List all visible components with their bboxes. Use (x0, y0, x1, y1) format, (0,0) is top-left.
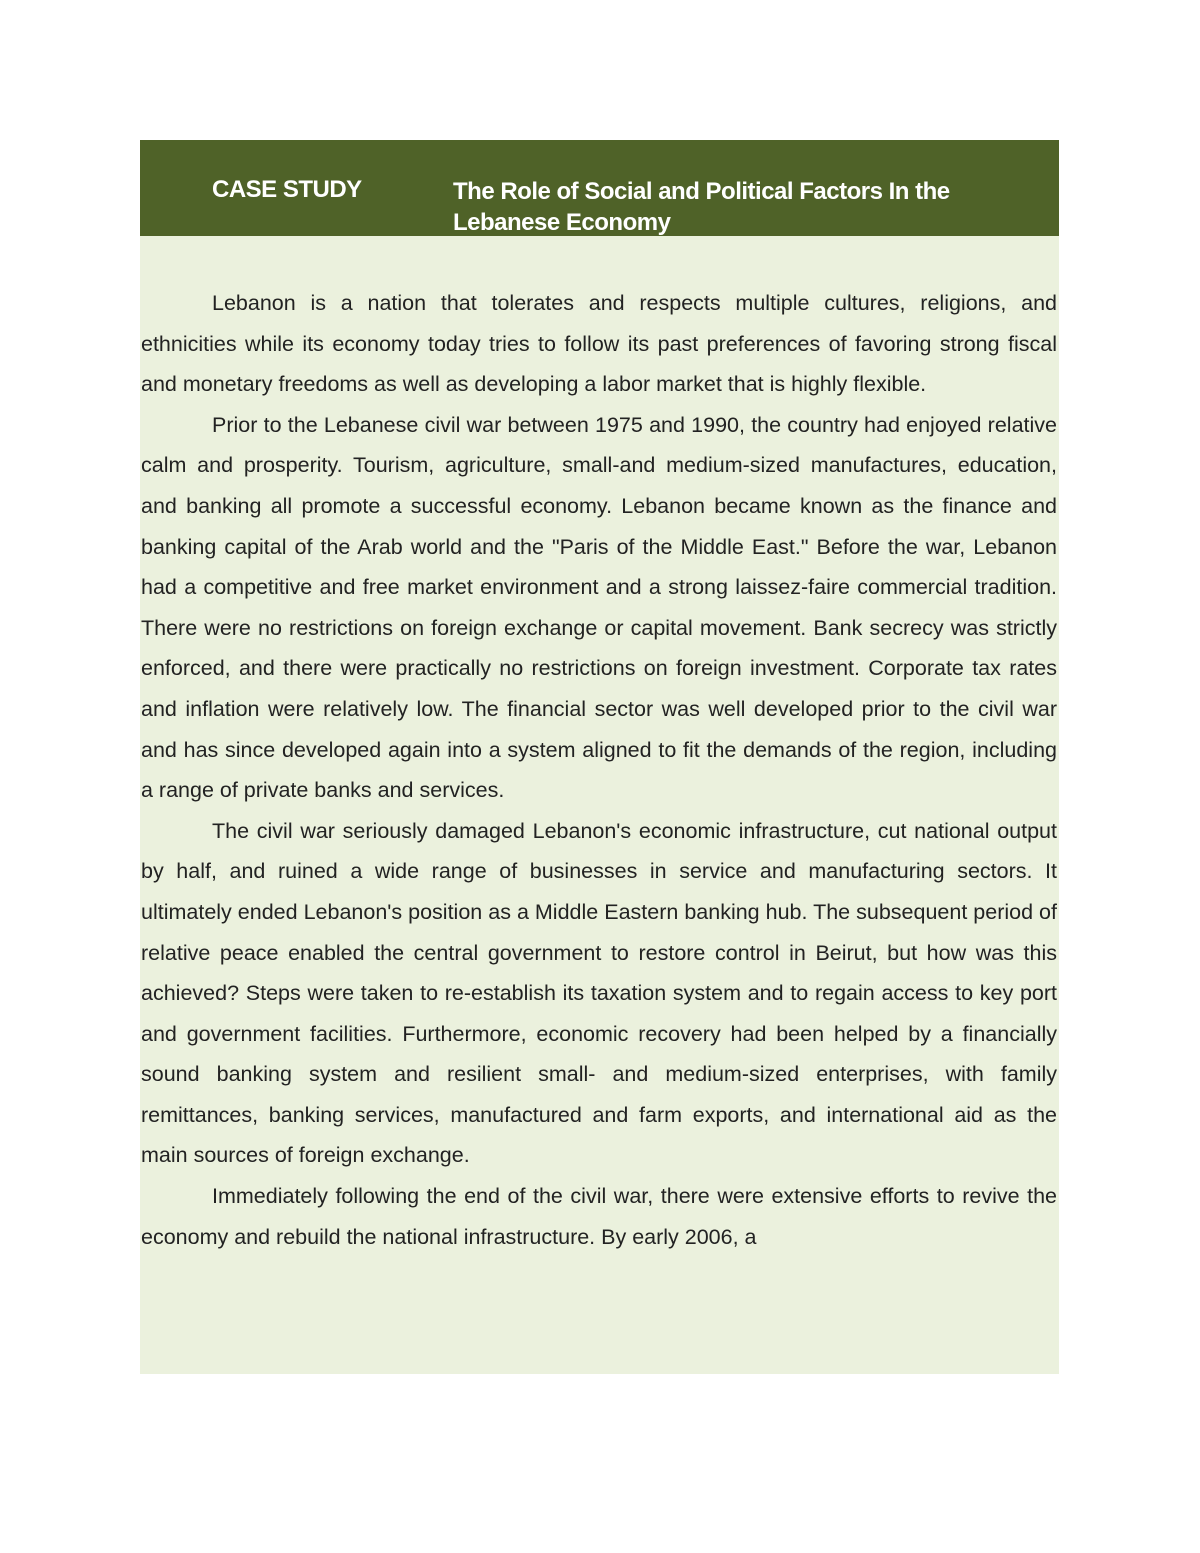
paragraph-2: Prior to the Lebanese civil war between 1975 and 1990, the country had enjoyed relative calm and prosperity. Tourism, agriculture, small-and medium-sized manufactures, education, and banking all promote a successful economy. Lebanon became known as the finance and banking capital of the Arab world and the "Paris of the Middle East." Before the war, Lebanon had a competitive and free market environment and a strong laissez-faire commercial tradition. There were no restrictions on foreign exchange or capital movement. Bank secrecy was strictly enforced, and there were practically no restrictions on foreign investment. Corporate tax rates and inflation were relatively low. The financial sector was well developed prior to the civil war and has since developed again into a system aligned to fit the demands of the region, including a range of private banks and services. (141, 412, 1057, 803)
paragraph-3: The civil war seriously damaged Lebanon's economic infrastructure, cut national output by half, and ruined a wide range of businesses in service and manufacturing sectors. It ultimately ended Lebanon's position as a Middle Eastern banking hub. The subsequent period of relative peace enabled the central government to restore control in Beirut, but how was this achieved? Steps were taken to re-establish its taxation system and to regain access to key port and government facilities. Furthermore, economic recovery had been helped by a financially sound banking system and resilient small- and medium-sized enterprises, with family remittances, banking services, manufactured and farm exports, and international aid as the main sources of foreign exchange. (141, 818, 1057, 1168)
case-study-body (141, 283, 1057, 1257)
case-study-label: CASE STUDY (212, 176, 362, 203)
paragraph-1: Lebanon is a nation that tolerates and respects multiple cultures, religions, and ethnicities while its economy today tries to follow its past preferences of favoring strong fiscal and monetary freedoms as well as developing a labor market that is highly flexible. (141, 291, 1057, 397)
case-study-box (140, 140, 1059, 1374)
paragraph-4: Immediately following the end of the civil war, there were extensive efforts to revive the economy and rebuild the national infrastructure. By early 2006, a (141, 1184, 1057, 1249)
case-study-header (140, 140, 1059, 236)
case-study-title: The Role of Social and Political Factors In the Lebanese Economy (453, 178, 950, 236)
